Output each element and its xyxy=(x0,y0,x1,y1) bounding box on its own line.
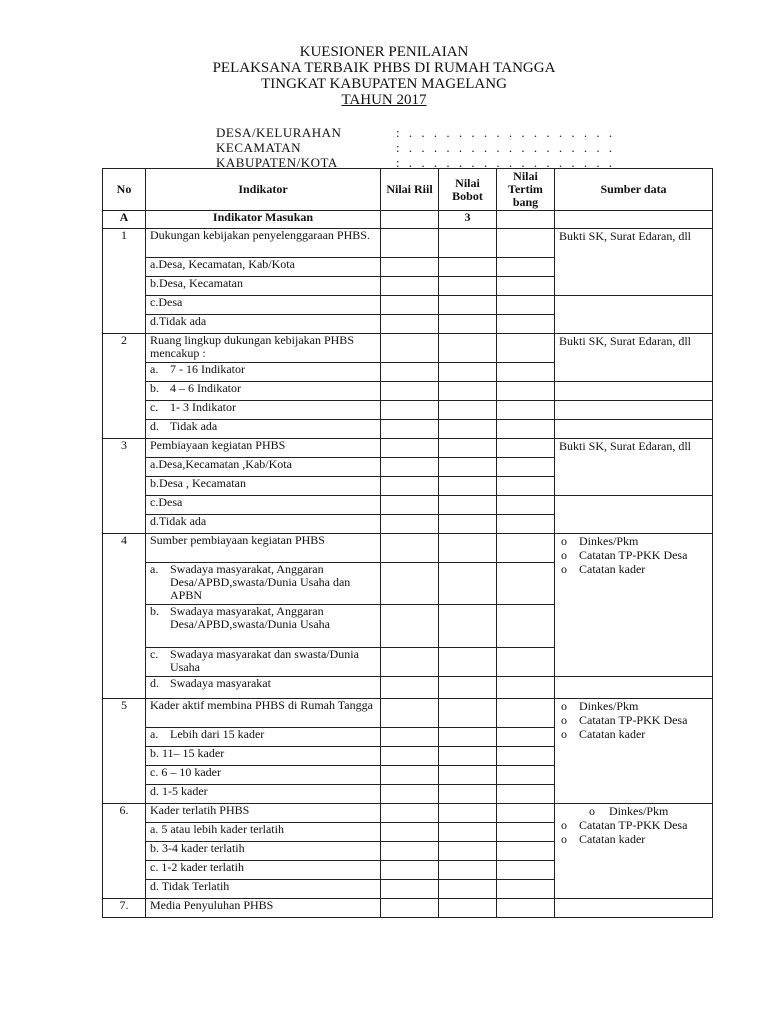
source-text: Dinkes/Pkm xyxy=(579,534,639,548)
cell-sumber xyxy=(555,401,713,420)
source-item xyxy=(559,548,708,562)
option-text: Lebih dari 15 kader xyxy=(170,727,265,741)
cell-nilai-bobot[interactable] xyxy=(439,699,497,728)
cell-nilai-riil[interactable] xyxy=(381,842,439,861)
q3-source: Bukti SK, Surat Edaran, dll xyxy=(555,439,713,496)
cell-nilai-tertimbang[interactable] xyxy=(497,277,555,296)
header-sumber-data: Sumber data xyxy=(555,169,713,211)
q3-text: Pembiayaan kegiatan PHBS xyxy=(146,439,381,458)
q1-option-d: d.Tidak ada xyxy=(146,315,381,334)
cell-nilai-riil[interactable] xyxy=(381,382,439,401)
title-line-1: KUESIONER PENILAIAN xyxy=(299,44,469,60)
option-key: a. xyxy=(150,362,159,376)
cell-nilai-riil[interactable] xyxy=(381,804,439,823)
cell-nilai-tertimbang[interactable] xyxy=(497,315,555,334)
section-no: A xyxy=(103,211,146,229)
q1-option-a: a.Desa, Kecamatan, Kab/Kota xyxy=(146,258,381,277)
cell-nilai-bobot[interactable] xyxy=(439,728,497,747)
meta-kecamatan xyxy=(216,140,615,155)
cell-nilai-tertimbang[interactable] xyxy=(497,420,555,439)
cell-nilai-riil[interactable] xyxy=(381,534,439,563)
header-no: No xyxy=(103,169,146,211)
cell-nilai-riil[interactable] xyxy=(381,899,439,918)
cell-nilai-riil[interactable] xyxy=(381,728,439,747)
cell-nilai-tertimbang[interactable] xyxy=(497,563,555,605)
q6-option-b: b. 3-4 kader terlatih xyxy=(146,842,381,861)
source-text: Catatan TP-PKK Desa xyxy=(579,713,688,727)
source-item xyxy=(559,832,708,846)
cell-nilai-bobot[interactable] xyxy=(439,605,497,648)
table-row xyxy=(103,899,713,918)
table-row xyxy=(103,229,713,258)
meta-value: : . . . . . . . . . . . . . . . . . xyxy=(396,125,616,140)
title-line-2: PELAKSANA TERBAIK PHBS DI RUMAH TANGGA xyxy=(212,60,556,76)
option-key: b. xyxy=(150,746,159,760)
table-row xyxy=(103,382,713,401)
cell-nilai-riil[interactable] xyxy=(381,496,439,515)
option-text: 7 - 16 Indikator xyxy=(170,362,245,376)
cell-nilai-riil[interactable] xyxy=(381,229,439,258)
source-list xyxy=(559,699,708,741)
cell-nilai-riil[interactable] xyxy=(381,699,439,728)
source-list xyxy=(559,804,708,846)
cell-nilai-bobot[interactable] xyxy=(439,277,497,296)
location-fields xyxy=(216,125,615,170)
q2-option-d xyxy=(146,420,381,439)
cell-sumber xyxy=(555,420,713,439)
bullet-icon: o xyxy=(561,562,567,576)
cell-nilai-riil xyxy=(381,211,439,229)
cell-nilai-riil[interactable] xyxy=(381,677,439,699)
option-text: 1- 3 Indikator xyxy=(170,400,236,414)
cell-nilai-bobot[interactable] xyxy=(439,477,497,496)
table-row xyxy=(103,534,713,563)
option-key: a. xyxy=(150,727,159,741)
cell-nilai-tertimbang[interactable] xyxy=(497,401,555,420)
cell-sumber xyxy=(555,211,713,229)
cell-nilai-bobot[interactable] xyxy=(439,648,497,677)
cell-nilai-riil[interactable] xyxy=(381,258,439,277)
option-key: d. xyxy=(150,784,159,798)
q2-source: Bukti SK, Surat Edaran, dll xyxy=(555,334,713,382)
cell-nilai-riil[interactable] xyxy=(381,401,439,420)
q7-text: Media Penyuluhan PHBS xyxy=(146,899,381,918)
q2-option-c xyxy=(146,401,381,420)
source-text: Catatan TP-PKK Desa xyxy=(579,818,688,832)
cell-nilai-tertimbang[interactable] xyxy=(497,699,555,728)
cell-nilai-riil[interactable] xyxy=(381,363,439,382)
cell-nilai-riil[interactable] xyxy=(381,315,439,334)
option-text: 11– 15 kader xyxy=(162,746,225,760)
cell-nilai-bobot[interactable] xyxy=(439,315,497,334)
cell-nilai-tertimbang xyxy=(497,211,555,229)
section-bobot: 3 xyxy=(439,211,497,229)
cell-nilai-riil[interactable] xyxy=(381,823,439,842)
q3-option-b: b.Desa , Kecamatan xyxy=(146,477,381,496)
option-key: c. xyxy=(150,400,159,414)
q6-option-a: a. 5 atau lebih kader terlatih xyxy=(146,823,381,842)
bullet-icon: o xyxy=(561,699,567,713)
source-text: Catatan TP-PKK Desa xyxy=(579,548,688,562)
source-text: Dinkes/Pkm xyxy=(609,804,669,818)
cell-nilai-bobot[interactable] xyxy=(439,363,497,382)
q5-option-d xyxy=(146,785,381,804)
cell-nilai-bobot[interactable] xyxy=(439,458,497,477)
cell-nilai-riil[interactable] xyxy=(381,861,439,880)
option-key: a. xyxy=(150,562,159,576)
cell-sumber xyxy=(555,899,713,918)
meta-value: : . . . . . . . . . . . . . . . . . xyxy=(396,155,616,170)
cell-nilai-riil[interactable] xyxy=(381,785,439,804)
header-row xyxy=(103,169,713,211)
source-item xyxy=(559,713,708,727)
meta-value: : . . . . . . . . . . . . . . . . . xyxy=(396,140,616,155)
cell-nilai-bobot[interactable] xyxy=(439,823,497,842)
table-row xyxy=(103,334,713,363)
cell-nilai-tertimbang[interactable] xyxy=(497,534,555,563)
q4-no: 4 xyxy=(103,534,146,699)
cell-nilai-bobot[interactable] xyxy=(439,677,497,699)
option-text: 1-5 kader xyxy=(162,784,208,798)
q4-option-b xyxy=(146,605,381,648)
cell-nilai-tertimbang[interactable] xyxy=(497,334,555,363)
q4-option-a xyxy=(146,563,381,605)
cell-nilai-bobot[interactable] xyxy=(439,439,497,458)
cell-nilai-tertimbang[interactable] xyxy=(497,439,555,458)
q5-option-b xyxy=(146,747,381,766)
cell-nilai-bobot[interactable] xyxy=(439,861,497,880)
header-indikator: Indikator xyxy=(146,169,381,211)
bullet-icon: o xyxy=(561,727,567,741)
q5-no: 5 xyxy=(103,699,146,804)
cell-nilai-tertimbang[interactable] xyxy=(497,229,555,258)
source-item xyxy=(559,804,708,818)
cell-nilai-bobot[interactable] xyxy=(439,296,497,315)
header-nilai-tertimbang: Nilai Tertim bang xyxy=(497,169,555,211)
q4-text: Sumber pembiayaan kegiatan PHBS xyxy=(146,534,381,563)
cell-nilai-riil[interactable] xyxy=(381,563,439,605)
cell-nilai-riil[interactable] xyxy=(381,439,439,458)
cell-nilai-bobot[interactable] xyxy=(439,766,497,785)
cell-nilai-bobot[interactable] xyxy=(439,496,497,515)
q6-no: 6. xyxy=(103,804,146,899)
cell-nilai-tertimbang[interactable] xyxy=(497,842,555,861)
cell-nilai-bobot[interactable] xyxy=(439,880,497,899)
document-title xyxy=(0,44,768,108)
q4-option-c xyxy=(146,648,381,677)
source-list xyxy=(559,534,708,576)
cell-nilai-bobot[interactable] xyxy=(439,420,497,439)
option-key: c. xyxy=(150,765,159,779)
option-key: c. xyxy=(150,647,159,661)
q4-sources xyxy=(555,534,713,677)
q5-option-c xyxy=(146,766,381,785)
cell-sumber xyxy=(555,296,713,334)
cell-nilai-bobot[interactable] xyxy=(439,899,497,918)
cell-nilai-riil[interactable] xyxy=(381,766,439,785)
q1-source: Bukti SK, Surat Edaran, dll xyxy=(555,229,713,296)
bullet-icon: o xyxy=(561,832,567,846)
section-label: Indikator Masukan xyxy=(146,211,381,229)
cell-sumber xyxy=(555,677,713,699)
cell-nilai-tertimbang[interactable] xyxy=(497,861,555,880)
cell-nilai-tertimbang[interactable] xyxy=(497,899,555,918)
cell-nilai-riil[interactable] xyxy=(381,515,439,534)
cell-nilai-tertimbang[interactable] xyxy=(497,477,555,496)
option-key: b. xyxy=(150,604,159,618)
table-row xyxy=(103,401,713,420)
q3-option-d: d.Tidak ada xyxy=(146,515,381,534)
q7-no: 7. xyxy=(103,899,146,918)
q5-option-a xyxy=(146,728,381,747)
option-text: 6 – 10 kader xyxy=(161,765,221,779)
q5-text: Kader aktif membina PHBS di Rumah Tangga xyxy=(146,699,381,728)
cell-nilai-bobot[interactable] xyxy=(439,563,497,605)
meta-label: DESA/KELURAHAN xyxy=(216,125,342,140)
q2-option-a xyxy=(146,363,381,382)
cell-nilai-tertimbang[interactable] xyxy=(497,382,555,401)
q5-sources xyxy=(555,699,713,804)
cell-nilai-tertimbang[interactable] xyxy=(497,785,555,804)
option-text: Swadaya masyarakat, Anggaran Desa/APBD,swasta/Dunia Usaha dan APBN xyxy=(170,562,351,602)
option-key: d. xyxy=(150,419,159,433)
option-text: Swadaya masyarakat xyxy=(170,676,271,690)
source-item xyxy=(559,699,708,713)
bullet-icon: o xyxy=(561,534,567,548)
option-text: Swadaya masyarakat dan swasta/Dunia Usaha xyxy=(170,647,359,674)
option-text: Tidak ada xyxy=(170,419,218,433)
q1-option-b: b.Desa, Kecamatan xyxy=(146,277,381,296)
bullet-icon: o xyxy=(589,804,595,818)
header-nilai-riil: Nilai Riil xyxy=(381,169,439,211)
cell-nilai-riil[interactable] xyxy=(381,334,439,363)
cell-nilai-riil[interactable] xyxy=(381,605,439,648)
table-row xyxy=(103,296,713,315)
source-item xyxy=(559,818,708,832)
q3-no: 3 xyxy=(103,439,146,534)
meta-label: KECAMATAN xyxy=(216,140,302,155)
cell-nilai-tertimbang[interactable] xyxy=(497,766,555,785)
cell-nilai-riil[interactable] xyxy=(381,458,439,477)
cell-nilai-bobot[interactable] xyxy=(439,515,497,534)
cell-nilai-riil[interactable] xyxy=(381,277,439,296)
cell-nilai-bobot[interactable] xyxy=(439,382,497,401)
table-row xyxy=(103,420,713,439)
questionnaire-table xyxy=(102,168,713,918)
cell-nilai-riil[interactable] xyxy=(381,477,439,496)
q2-text: Ruang lingkup dukungan kebijakan PHBS mencakup : xyxy=(146,334,381,363)
q6-sources xyxy=(555,804,713,899)
option-text: Swadaya masyarakat, Anggaran Desa/APBD,swasta/Dunia Usaha xyxy=(170,604,330,631)
cell-nilai-tertimbang[interactable] xyxy=(497,458,555,477)
cell-nilai-riil[interactable] xyxy=(381,648,439,677)
cell-nilai-bobot[interactable] xyxy=(439,229,497,258)
cell-nilai-riil[interactable] xyxy=(381,747,439,766)
q6-option-c: c. 1-2 kader terlatih xyxy=(146,861,381,880)
cell-nilai-tertimbang[interactable] xyxy=(497,258,555,277)
cell-nilai-bobot[interactable] xyxy=(439,785,497,804)
source-text: Catatan kader xyxy=(579,727,646,741)
cell-sumber xyxy=(555,382,713,401)
cell-nilai-bobot[interactable] xyxy=(439,534,497,563)
title-line-3: TINGKAT KABUPATEN MAGELANG xyxy=(261,76,507,92)
q3-option-c: c.Desa xyxy=(146,496,381,515)
cell-nilai-tertimbang[interactable] xyxy=(497,823,555,842)
q3-option-a: a.Desa,Kecamatan ,Kab/Kota xyxy=(146,458,381,477)
cell-nilai-bobot[interactable] xyxy=(439,334,497,363)
cell-nilai-bobot[interactable] xyxy=(439,747,497,766)
q2-option-b xyxy=(146,382,381,401)
cell-nilai-tertimbang[interactable] xyxy=(497,804,555,823)
q1-text: Dukungan kebijakan penyelenggaraan PHBS. xyxy=(146,229,381,258)
cell-nilai-tertimbang[interactable] xyxy=(497,677,555,699)
cell-nilai-riil[interactable] xyxy=(381,296,439,315)
cell-nilai-tertimbang[interactable] xyxy=(497,648,555,677)
cell-nilai-tertimbang[interactable] xyxy=(497,880,555,899)
bullet-icon: o xyxy=(561,713,567,727)
cell-nilai-tertimbang[interactable] xyxy=(497,728,555,747)
source-item xyxy=(559,534,708,548)
bullet-icon: o xyxy=(561,818,567,832)
table-row xyxy=(103,439,713,458)
title-line-4: TAHUN 2017 xyxy=(341,92,427,108)
cell-nilai-bobot[interactable] xyxy=(439,842,497,861)
section-row xyxy=(103,211,713,229)
table-row xyxy=(103,677,713,699)
option-key: d. xyxy=(150,676,159,690)
q6-option-d: d. Tidak Terlatih xyxy=(146,880,381,899)
cell-nilai-riil[interactable] xyxy=(381,880,439,899)
table-row xyxy=(103,496,713,515)
cell-sumber xyxy=(555,496,713,534)
cell-nilai-bobot[interactable] xyxy=(439,804,497,823)
meta-label: KABUPATEN/KOTA xyxy=(216,155,338,170)
cell-nilai-tertimbang[interactable] xyxy=(497,296,555,315)
bullet-icon: o xyxy=(561,548,567,562)
source-item xyxy=(559,727,708,741)
source-text: Dinkes/Pkm xyxy=(579,699,639,713)
q1-no: 1 xyxy=(103,229,146,334)
cell-nilai-tertimbang[interactable] xyxy=(497,363,555,382)
option-key: b. xyxy=(150,381,159,395)
meta-desa xyxy=(216,125,615,140)
q6-text: Kader terlatih PHBS xyxy=(146,804,381,823)
header-nilai-bobot: Nilai Bobot xyxy=(439,169,497,211)
table-row xyxy=(103,804,713,823)
cell-nilai-tertimbang[interactable] xyxy=(497,747,555,766)
cell-nilai-tertimbang[interactable] xyxy=(497,496,555,515)
table-row xyxy=(103,699,713,728)
q1-option-c: c.Desa xyxy=(146,296,381,315)
cell-nilai-riil[interactable] xyxy=(381,420,439,439)
q4-option-d xyxy=(146,677,381,699)
source-text: Catatan kader xyxy=(579,832,646,846)
cell-nilai-bobot[interactable] xyxy=(439,401,497,420)
cell-nilai-tertimbang[interactable] xyxy=(497,515,555,534)
source-text: Catatan kader xyxy=(579,562,646,576)
source-item xyxy=(559,562,708,576)
q2-no: 2 xyxy=(103,334,146,439)
cell-nilai-tertimbang[interactable] xyxy=(497,605,555,648)
option-text: 4 – 6 Indikator xyxy=(170,381,241,395)
cell-nilai-bobot[interactable] xyxy=(439,258,497,277)
